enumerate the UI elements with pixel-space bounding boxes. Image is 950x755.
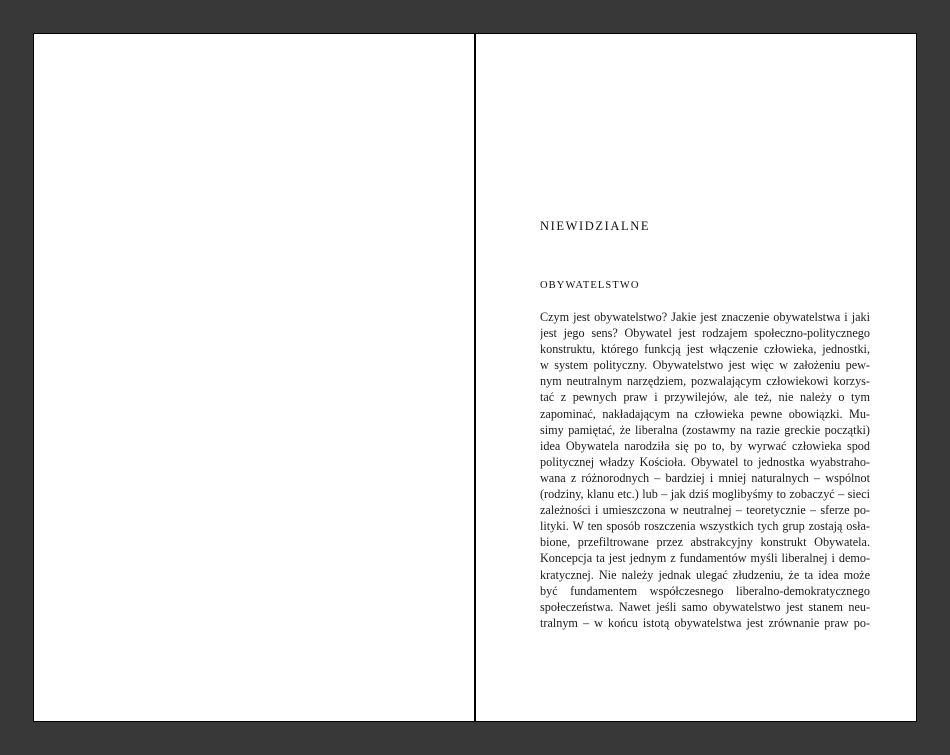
text-line: kratycznej. Nie należy jednak ulegać złudzeniu, że ta idea może: [540, 567, 870, 582]
text-line: w system polityczny. Obywatelstwo jest więc w założeniu pew-: [540, 358, 870, 373]
right-page: [476, 34, 916, 721]
body-paragraph: [540, 309, 870, 631]
text-line: simy pamiętać, że liberalna (zostawmy na razie greckie początki): [540, 422, 870, 437]
text-line: konstruktu, którego funkcją jest włączenie człowieka, jednostki,: [540, 342, 870, 357]
text-line: wana z różnorodnych – bardziej i mniej naturalnych – wspólnot: [540, 470, 870, 485]
text-line: tralnym – w końcu istotą obywatelstwa jest zrównanie praw po-: [540, 615, 870, 630]
book-spread: [33, 33, 917, 722]
text-line: lityki. W ten sposób roszczenia wszystkich tych grup zostają osła-: [540, 519, 870, 534]
text-line: jest jego sens? Obywatel jest rodzajem społeczno-politycznego: [540, 326, 870, 341]
text-line: społeczeństwa. Nawet jeśli samo obywatelstwo jest stanem neu-: [540, 599, 870, 614]
left-page: [34, 34, 474, 721]
text-line: Koncepcja ta jest jednym z fundamentów myśli liberalnej i demo-: [540, 551, 870, 566]
chapter-title: NIEWIDZIALNE: [540, 219, 651, 233]
section-title: OBYWATELSTWO: [540, 280, 640, 291]
text-line: być fundamentem współczesnego liberalno-demokratycznego: [540, 583, 870, 598]
text-line: (rodziny, klanu etc.) lub – jak dziś moglibyśmy to zobaczyć – sieci: [540, 487, 870, 502]
text-line: Czym jest obywatelstwo? Jakie jest znaczenie obywatelstwa i jaki: [540, 310, 870, 324]
text-line: tać z pewnych praw i przywilejów, ale też, nie należy o tym: [540, 390, 870, 405]
text-line: politycznej władzy Kościoła. Obywatel to jednostka wyabstraho-: [540, 454, 870, 469]
text-line: zależności i umieszczona w neutralnej – teoretycznie – sferze po-: [540, 503, 870, 518]
text-line: zapominać, nakładającym na człowieka pewne obowiązki. Mu-: [540, 406, 870, 421]
text-line: idea Obywatela narodziła się po to, by wyrwać człowieka spod: [540, 438, 870, 453]
text-line: nym neutralnym narzędziem, pozwalającym człowiekowi korzys-: [540, 374, 870, 389]
text-line: bione, przefiltrowane przez abstrakcyjny konstrukt Obywatela.: [540, 535, 870, 550]
